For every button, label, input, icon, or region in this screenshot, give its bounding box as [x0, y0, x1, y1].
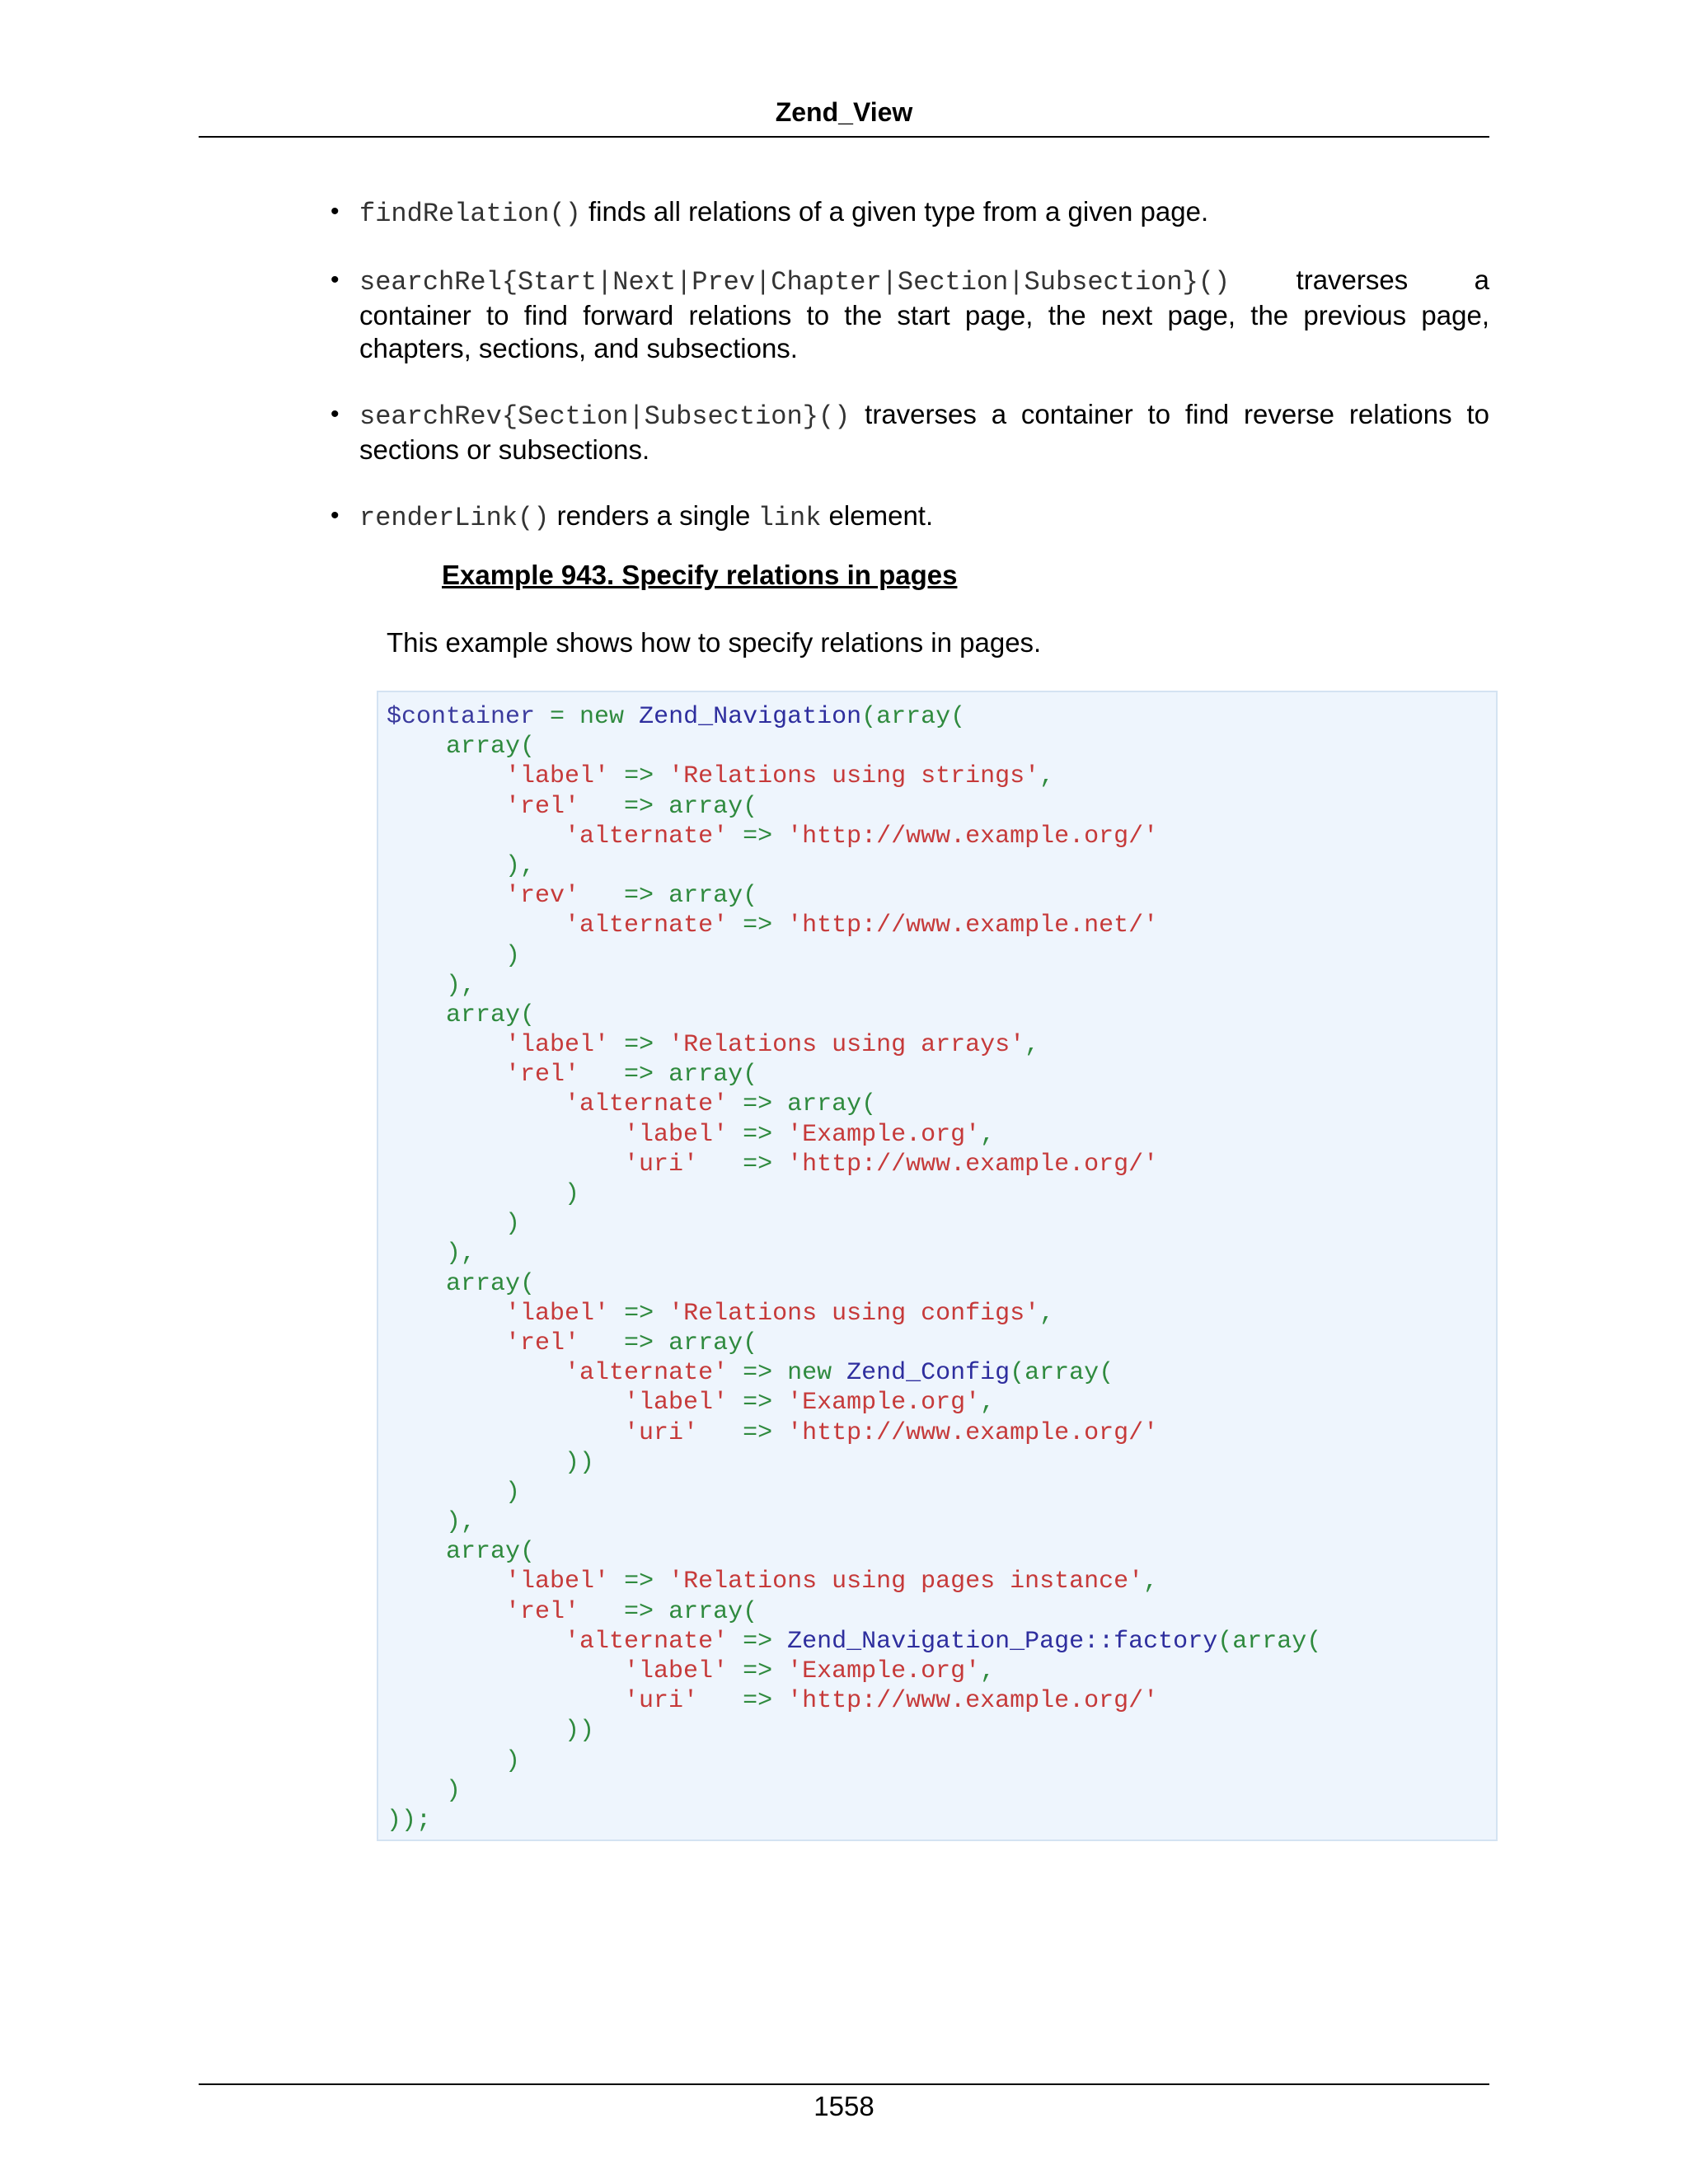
bullet-icon: •: [331, 266, 340, 293]
code-punctuation: [387, 1598, 505, 1626]
page-number: 1558: [814, 2091, 874, 2121]
code-class-name: Zend_Navigation_Page::factory: [787, 1627, 1218, 1656]
code-punctuation: [387, 1090, 565, 1118]
code-line: [387, 1686, 1496, 1716]
code-punctuation: =>: [609, 762, 669, 791]
code-string: 'rel': [505, 1597, 580, 1626]
code-punctuation: =>: [728, 1120, 788, 1149]
bullet-icon: •: [331, 198, 340, 225]
code-line: [387, 1150, 1496, 1179]
code-line: [387, 1179, 1496, 1209]
code-line: [387, 1478, 1496, 1507]
code-string: 'rel': [505, 792, 580, 821]
code-string: 'label': [624, 1389, 729, 1418]
code-punctuation: =>: [728, 912, 788, 940]
method-description: renders a single: [549, 500, 758, 531]
code-punctuation: => array(: [579, 1061, 758, 1090]
header-rule: [199, 136, 1489, 138]
code-string: 'label': [505, 762, 610, 791]
code-string: 'alternate': [565, 1090, 729, 1119]
code-punctuation: ));: [387, 1806, 432, 1835]
list-item: [331, 264, 1489, 365]
code-line: [387, 1209, 1496, 1239]
code-punctuation: [387, 1151, 624, 1179]
code-listing: [378, 692, 1496, 1835]
code-string: 'http://www.example.org/': [787, 822, 1159, 851]
code-punctuation: =>: [728, 1627, 788, 1656]
code-string: 'Relations using strings': [668, 762, 1040, 791]
code-line: [387, 1030, 1496, 1060]
code-string: 'label': [505, 1031, 610, 1060]
code-string: 'uri': [624, 1418, 699, 1447]
code-string: 'Relations using configs': [668, 1299, 1040, 1328]
code-punctuation: ): [387, 1746, 521, 1775]
code-punctuation: )): [387, 1717, 595, 1746]
code-keyword: new: [787, 1359, 847, 1388]
code-punctuation: [387, 1657, 624, 1685]
method-description-end: element.: [821, 500, 934, 531]
code-line: [387, 851, 1496, 881]
code-punctuation: [387, 1628, 565, 1656]
code-class-name: Zend_Navigation: [639, 703, 862, 731]
code-punctuation: [387, 1389, 624, 1417]
code-punctuation: [387, 882, 505, 910]
code-line: [387, 1239, 1496, 1268]
list-item: [331, 499, 1489, 535]
code-punctuation: ): [387, 1180, 580, 1208]
code-punctuation: [387, 912, 565, 940]
code-punctuation: =>: [728, 1389, 788, 1418]
list-item: [331, 195, 1489, 231]
code-string: 'alternate': [565, 1359, 729, 1388]
code-string: 'rel': [505, 1329, 580, 1357]
code-punctuation: [387, 1419, 624, 1447]
code-line: [387, 1746, 1496, 1776]
code-punctuation: [387, 1359, 565, 1387]
method-code: searchRev{Section|Subsection}(): [359, 401, 851, 432]
code-punctuation: ): [387, 941, 521, 970]
method-code: findRelation(): [359, 199, 581, 229]
code-punctuation: [387, 1061, 505, 1089]
code-string: 'http://www.example.org/': [787, 1687, 1159, 1716]
code-string: 'http://www.example.org/': [787, 1150, 1159, 1179]
list-item: [331, 398, 1489, 466]
code-line: [387, 1358, 1496, 1388]
code-string: 'label': [505, 1568, 610, 1596]
method-list: [331, 195, 1489, 568]
code-string: 'label': [505, 1299, 610, 1328]
code-punctuation: =>: [698, 1150, 788, 1179]
code-string: 'label': [624, 1120, 729, 1149]
example-title: Example 943. Specify relations in pages: [442, 560, 958, 590]
code-line: [387, 971, 1496, 1001]
code-line: [387, 1269, 1496, 1299]
page-header-title: Zend_View: [775, 97, 913, 127]
method-description-word: traverses: [1296, 265, 1409, 295]
code-string: 'uri': [624, 1687, 699, 1716]
code-line: [387, 911, 1496, 940]
code-punctuation: [387, 1568, 505, 1596]
code-string: 'alternate': [565, 1627, 729, 1656]
code-line: [387, 1448, 1496, 1478]
code-punctuation: [387, 793, 505, 821]
code-punctuation: ): [387, 1776, 462, 1805]
code-punctuation: [387, 1300, 505, 1328]
code-punctuation: =>: [728, 822, 788, 851]
code-line: [387, 1299, 1496, 1329]
code-string: 'rel': [505, 1061, 580, 1090]
code-punctuation: =>: [609, 1299, 669, 1328]
code-keyword: new: [579, 703, 640, 731]
code-punctuation: ,: [1039, 1299, 1055, 1328]
code-punctuation: ),: [387, 971, 476, 1000]
code-punctuation: => array(: [728, 1090, 877, 1119]
code-line: [387, 1657, 1496, 1686]
code-punctuation: ,: [980, 1120, 996, 1149]
code-string: 'Example.org': [787, 1389, 981, 1418]
code-punctuation: =>: [698, 1418, 788, 1447]
code-punctuation: (array(: [1217, 1627, 1322, 1656]
code-line: [387, 941, 1496, 971]
code-line: [387, 1388, 1496, 1418]
code-punctuation: array(: [387, 1269, 536, 1298]
code-punctuation: array(: [387, 733, 536, 762]
code-string: 'uri': [624, 1150, 699, 1179]
code-line: [387, 1776, 1496, 1806]
code-line: [387, 881, 1496, 911]
code-punctuation: => array(: [579, 882, 758, 911]
code-punctuation: =>: [698, 1687, 788, 1716]
footer-rule: [199, 2083, 1489, 2085]
code-punctuation: => array(: [579, 1329, 758, 1357]
code-line: [387, 1329, 1496, 1358]
code-punctuation: [387, 1121, 624, 1149]
code-punctuation: =: [535, 703, 580, 731]
bullet-icon: •: [331, 401, 340, 428]
code-punctuation: ,: [1025, 1031, 1040, 1060]
code-punctuation: ),: [387, 851, 536, 880]
method-description: traverses a container to find reverse relations to sections or subsections.: [359, 399, 1489, 465]
code-punctuation: =>: [609, 1031, 669, 1060]
code-punctuation: ,: [1039, 762, 1055, 791]
method-code: searchRel{Start|Next|Prev|Chapter|Section|Subsection}(): [359, 267, 1231, 298]
code-line: [387, 1806, 1496, 1835]
code-punctuation: ): [387, 1478, 521, 1507]
code-variable: $container: [387, 703, 536, 731]
code-line: [387, 1418, 1496, 1448]
code-string: 'alternate': [565, 912, 729, 940]
method-description-word: a: [1474, 265, 1489, 295]
code-string: 'alternate': [565, 822, 729, 851]
code-punctuation: =>: [728, 1657, 788, 1685]
code-line: [387, 1627, 1496, 1657]
method-code: renderLink(): [359, 503, 550, 533]
code-string: 'Example.org': [787, 1657, 981, 1685]
code-punctuation: => array(: [579, 1597, 758, 1626]
code-string: 'rev': [505, 882, 580, 911]
code-punctuation: [387, 762, 505, 790]
code-line: [387, 762, 1496, 791]
bullet-icon: •: [331, 502, 340, 529]
code-punctuation: =>: [609, 1568, 669, 1596]
code-punctuation: (array(: [1010, 1359, 1114, 1388]
code-class-name: Zend_Config: [846, 1359, 1010, 1388]
code-punctuation: ),: [387, 1508, 476, 1537]
code-string: 'label': [624, 1657, 729, 1685]
example-description: This example shows how to specify relations in pages.: [387, 627, 1042, 658]
code-string: 'Relations using pages instance': [668, 1568, 1144, 1596]
code-string: 'http://www.example.net/': [787, 912, 1159, 940]
code-line: [387, 1001, 1496, 1030]
code-line: [387, 1716, 1496, 1746]
code-string: 'Example.org': [787, 1120, 981, 1149]
code-punctuation: [387, 1687, 624, 1715]
code-line: [387, 822, 1496, 851]
code-line: [387, 1120, 1496, 1150]
code-line: [387, 1567, 1496, 1596]
code-line: [387, 792, 1496, 822]
code-punctuation: =>: [728, 1359, 788, 1388]
code-block: [377, 691, 1498, 1841]
element-name-code: link: [757, 503, 822, 533]
code-punctuation: ,: [980, 1389, 996, 1418]
code-punctuation: ): [387, 1210, 521, 1239]
code-punctuation: )): [387, 1448, 595, 1477]
code-punctuation: array(: [387, 1538, 536, 1567]
code-punctuation: ,: [980, 1657, 996, 1685]
code-punctuation: [387, 1329, 505, 1357]
code-punctuation: ,: [1143, 1568, 1159, 1596]
method-description: container to find forward relations to the start page, the next page, the previous page, chapters, sections, and subsections.: [359, 300, 1489, 363]
code-string: 'http://www.example.org/': [787, 1418, 1159, 1447]
code-punctuation: (array(: [861, 703, 966, 731]
code-line: [387, 1090, 1496, 1119]
code-punctuation: [387, 823, 565, 851]
code-punctuation: array(: [387, 1001, 536, 1029]
code-string: 'Relations using arrays': [668, 1031, 1025, 1060]
code-line: [387, 1597, 1496, 1627]
code-line: [387, 1060, 1496, 1090]
code-punctuation: [387, 1031, 505, 1059]
code-punctuation: ),: [387, 1240, 476, 1268]
code-line: [387, 702, 1496, 732]
code-line: [387, 1537, 1496, 1567]
code-line: [387, 1507, 1496, 1537]
code-line: [387, 732, 1496, 762]
method-description: finds all relations of a given type from a given page.: [580, 196, 1209, 227]
code-punctuation: => array(: [579, 792, 758, 821]
